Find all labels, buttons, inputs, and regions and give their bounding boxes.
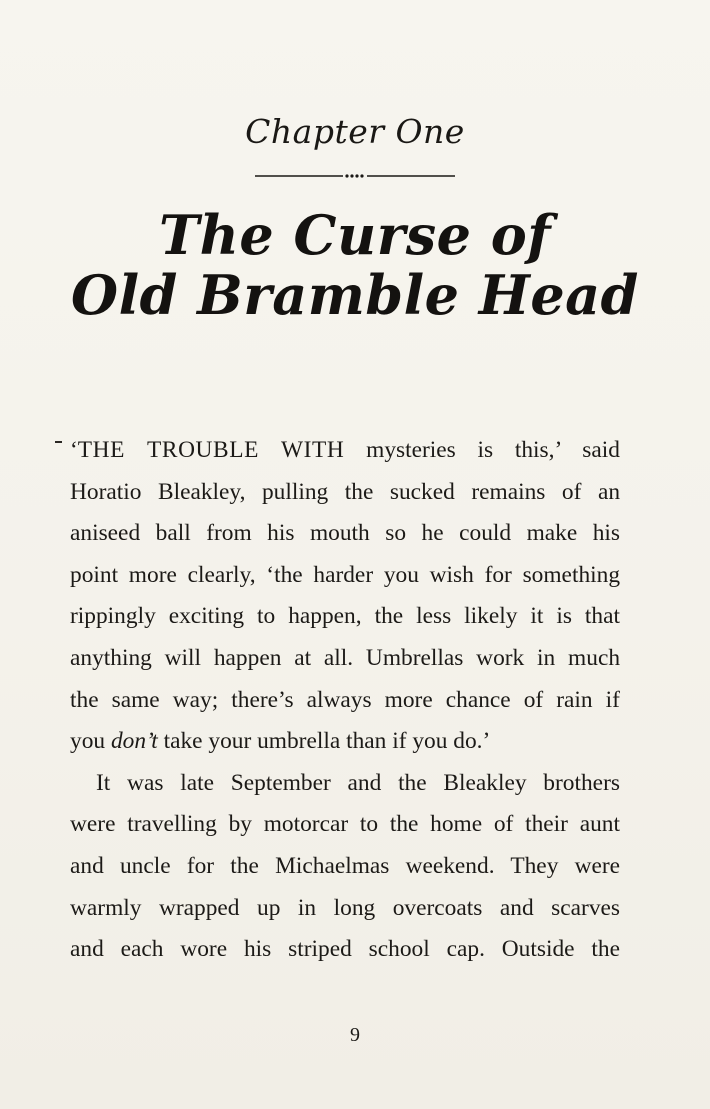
body-line-10: were travelling by motorcar to the home of their aunt bbox=[70, 811, 620, 838]
page-number: 9 bbox=[350, 1024, 360, 1046]
body-line-8-post: take your umbrella than if you do.’ bbox=[157, 728, 491, 755]
body-line-11: and uncle for the Michaelmas weekend. They were bbox=[70, 852, 621, 879]
body-line-8 bbox=[70, 721, 620, 763]
body-text bbox=[70, 430, 620, 971]
body-line-3: aniseed ball from his mouth so he could make his bbox=[70, 520, 621, 547]
chapter-title-line-2: Old Bramble Head bbox=[71, 263, 639, 327]
margin-mark bbox=[55, 441, 62, 443]
body-line-8-pre: you bbox=[70, 728, 111, 755]
body-line-5: rippingly exciting to happen, the less likely it is that bbox=[70, 603, 621, 630]
body-line-12: warmly wrapped up in long overcoats and scarves bbox=[70, 894, 621, 921]
chapter-title-line-1: The Curse of bbox=[158, 203, 552, 267]
body-line-2: Horatio Bleakley, pulling the sucked remains of an bbox=[70, 478, 621, 505]
body-line-7: the same way; there’s always more chance of rain if bbox=[70, 686, 620, 713]
body-line-1: ‘THE TROUBLE WITH mysteries is this,’ said bbox=[70, 437, 620, 463]
chapter-label: Chapter One bbox=[245, 112, 465, 151]
body-line-1-rest: mysteries is this,’ said bbox=[344, 437, 620, 463]
emphasis-text: don’t bbox=[110, 728, 158, 755]
opening-small-caps: THE TROUBLE WITH bbox=[77, 437, 345, 463]
body-line-4: point more clearly, ‘the harder you wish for something bbox=[70, 561, 621, 588]
body-line-6: anything will happen at all. Umbrellas work in much bbox=[70, 644, 621, 671]
ornament-divider-icon bbox=[255, 170, 455, 182]
body-line-13: and each wore his striped school cap. Outside the bbox=[70, 936, 620, 963]
body-line-9: It was late September and the Bleakley brothers bbox=[96, 769, 620, 796]
